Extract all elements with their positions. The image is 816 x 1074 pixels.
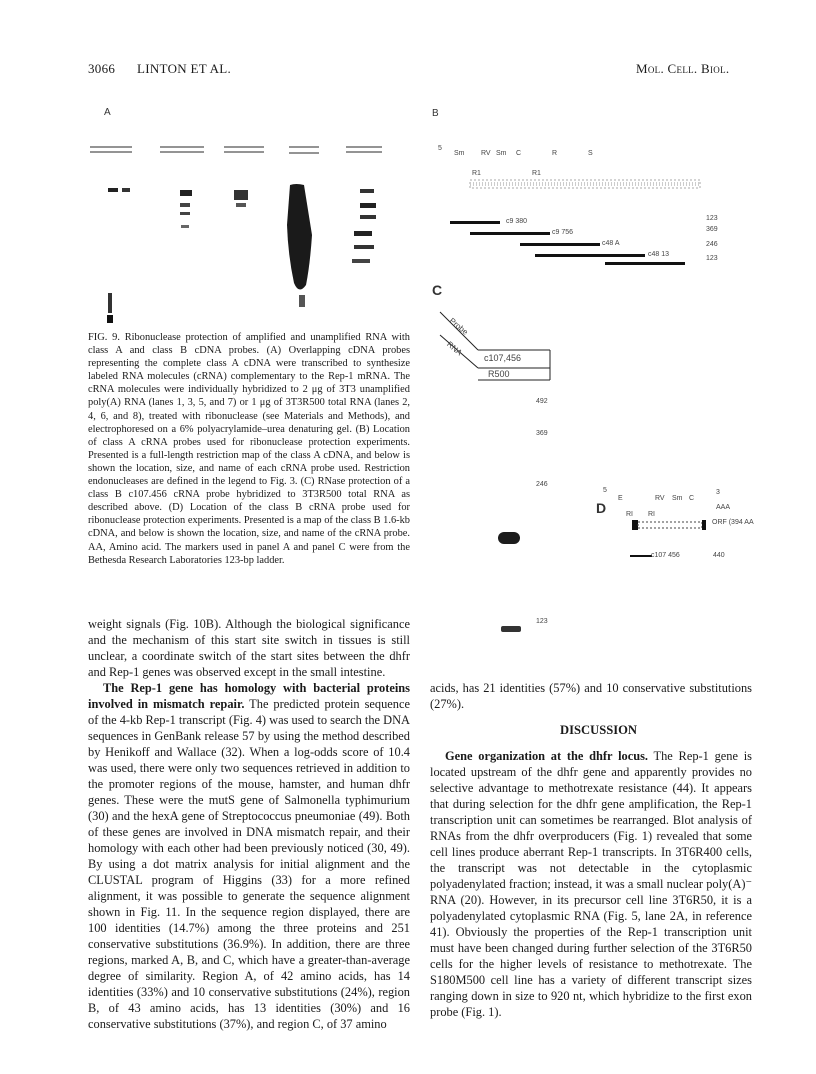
site-label: R1 bbox=[532, 170, 541, 177]
paragraph-heading: Gene organization at the dhfr locus. bbox=[445, 749, 649, 763]
gel-band bbox=[501, 626, 521, 632]
site-label: RV bbox=[655, 495, 665, 502]
right-label: 246 bbox=[706, 241, 718, 248]
journal-name: Mol. Cell. Biol. bbox=[636, 61, 730, 76]
figure-caption: FIG. 9. Ribonuclease protection of amplified and unamplified RNA with class A and class B cDNA probes. (A) Overlapping cDNA probes representing the complete class A cDNA were transcribed to synthesize labeled RNA molecules (cRNA) complementary to the Rep-1 mRNA. The cRNA molecules were individually hybridized to 2 μg of 3T3 unamplified poly(A) RNA (lanes 1, 3, 5, and 7) or 1 μg of 3T3R500 total RNA (lanes 2, 4, 6, and 8), treated with ribonuclease (see Materials and Methods), and electrophoresed on a 6% polyacrylamide–urea denaturing gel. (B) Location of class A cRNA probes used for ribonuclease protection experiments. Presented is a full-length restriction map of the class A cDNA, and below is shown the location, size, and name of each cRNA probe used. Restriction endonucleases are defined in the legend to Fig. 3. (C) RNase protection of a class B c107.456 cRNA probe hybridized to 3T3R500 total RNA as described above. (D) Location of the class B cRNA probe used for ribonuclease protection experiments. Presented is a map of the class B 1.6-kb cDNA, and below is shown the location, size, and name of the cRNA probe. AA, Amino acid. The markers used in panel A and panel C were from the Bethesda Research Laboratories 123-bp ladder. bbox=[88, 332, 410, 566]
probe-axis-label: Probe bbox=[447, 316, 470, 337]
gel-band bbox=[498, 532, 520, 544]
probe-label: c107 456 bbox=[651, 552, 680, 559]
panel-b-5prime: 5 bbox=[438, 145, 442, 152]
probe-label: c9 756 bbox=[552, 229, 574, 236]
polya-label: AAA bbox=[716, 504, 731, 511]
panel-d-5prime: 5 bbox=[603, 487, 607, 494]
gel-image bbox=[84, 135, 414, 335]
probe-label: c9 380 bbox=[506, 218, 528, 225]
marker-label: 492 bbox=[536, 398, 548, 405]
left-column bbox=[88, 616, 410, 1032]
paragraph-heading: The Rep-1 gene has homology with bacterial proteins involved in mismatch repair. bbox=[88, 681, 410, 711]
rna-header: R500 bbox=[488, 369, 510, 379]
site-label: C bbox=[516, 150, 522, 157]
section-heading: DISCUSSION bbox=[560, 723, 637, 737]
panel-d-label: D bbox=[596, 500, 607, 516]
orf-label: ORF (394 AA bbox=[712, 519, 754, 526]
paragraph-text: The Rep-1 gene is located upstream of the dhfr gene and apparently provides no selective advantage to methotrexate resistance (44). It appears that during selection for the dhfr gene amplification, the Rep-1 transcription unit can sometimes be rearranged. Blot analysis of RNAs from the dhfr overproducers (Fig. 1) revealed that some cell lines produce aberrant Rep-1 transcripts. In 3T6R400 cells, the transcript was not detectable in the cytoplasmic polyadenylated fraction; instead, it was a small nuclear poly(A)⁻ RNA (20). However, in its precursor cell line 3T6R50, it is a polyadenylated cytoplasmic RNA (Fig. 5, lane 2A, in reference 41). Obviously the properties of the Rep-1 transcription unit must have been changed during further selection of the 3T6R50 cells for the higher levels of resistance to methotrexate. The S180M500 cell line has a variety of different transcript sizes ranging down in size to 920 nt, which hybridize to the first exon probe (Fig. 1). bbox=[430, 749, 752, 1019]
site-label: S bbox=[588, 150, 593, 157]
marker-label: 123 bbox=[536, 618, 548, 625]
body-paragraph bbox=[88, 680, 410, 1032]
panel-c-label: C bbox=[432, 282, 443, 298]
right-label: 369 bbox=[706, 226, 718, 233]
site-label: RI bbox=[626, 511, 633, 518]
right-label: 123 bbox=[706, 215, 718, 222]
site-label: Sm bbox=[672, 495, 683, 502]
panel-a-gel bbox=[84, 135, 414, 335]
site-label: C bbox=[689, 495, 695, 502]
body-paragraph bbox=[430, 748, 752, 1020]
panel-d-map bbox=[630, 515, 720, 575]
running-authors: LINTON ET AL. bbox=[137, 61, 232, 76]
body-paragraph: acids, has 21 identities (57%) and 10 conservative substitutions (27%). bbox=[430, 681, 752, 711]
site-label: RV bbox=[481, 150, 491, 157]
probe-header: c107,456 bbox=[484, 353, 522, 363]
marker-label: 246 bbox=[536, 481, 548, 488]
panel-b-map bbox=[430, 160, 750, 270]
probe-label: c48 13 bbox=[648, 251, 670, 258]
panel-d-3prime: 3 bbox=[716, 489, 720, 496]
panel-b-label: B bbox=[432, 108, 439, 119]
probe-length-label: 440 bbox=[713, 552, 725, 559]
site-label: R bbox=[552, 150, 558, 157]
page-number: 3066 bbox=[88, 61, 116, 76]
site-label: RI bbox=[648, 511, 655, 518]
body-paragraph: weight signals (Fig. 10B). Although the biological significance and the mechanism of this start site switch in tissues is still unclear, a coordinate switch of the start sites between the dhfr and Rep-1 genes was observed except in the small intestine. bbox=[88, 617, 410, 679]
right-label: 123 bbox=[706, 255, 718, 262]
rna-axis-label: RNA bbox=[445, 339, 464, 358]
site-label: R1 bbox=[472, 170, 481, 177]
paragraph-text: The predicted protein sequence of the 4-kb Rep-1 transcript (Fig. 4) was used to search the DNA sequences in GenBank release 57 by using the method described by Henikoff and Wallace (32). When a log-odds score of 10.4 was used, there were only two sequences retrieved in addition to the promoter regions of the mouse, hamster, and human dhfr genes. These were the mutS gene of Salmonella typhimurium (30) and the hexA gene of Streptococcus pneumoniae (49). Both of these genes are involved in DNA mismatch repair, and their homology with each other had been previously noticed (30, 49). By using a dot matrix analysis for initial alignment and the CLUSTAL program of Higgins (33) for a more refined alignment, it was possible to generate the sequence alignment shown in Fig. 11. In the sequence region displayed, there are 100 identities (14.7%) among the three proteins and 251 conservative substitutions (36.9%). In addition, there are three regions, marked A, B, and C, which have a greater-than-average degree of similarity. Region A, of 42 amino acids, has 14 identities (33%) and 10 conservative substitutions (24%), region B, of 43 amino acids, has 13 identities (30%) and 16 conservative substitutions (37%), and region C, of 37 amino bbox=[88, 697, 410, 1031]
panel-a-label: A bbox=[104, 107, 111, 118]
site-label: Sm bbox=[496, 150, 507, 157]
site-label: Sm bbox=[454, 150, 465, 157]
site-label: E bbox=[618, 495, 623, 502]
probe-label: c48 A bbox=[602, 240, 620, 247]
right-column bbox=[430, 680, 752, 1020]
marker-label: 369 bbox=[536, 430, 548, 437]
